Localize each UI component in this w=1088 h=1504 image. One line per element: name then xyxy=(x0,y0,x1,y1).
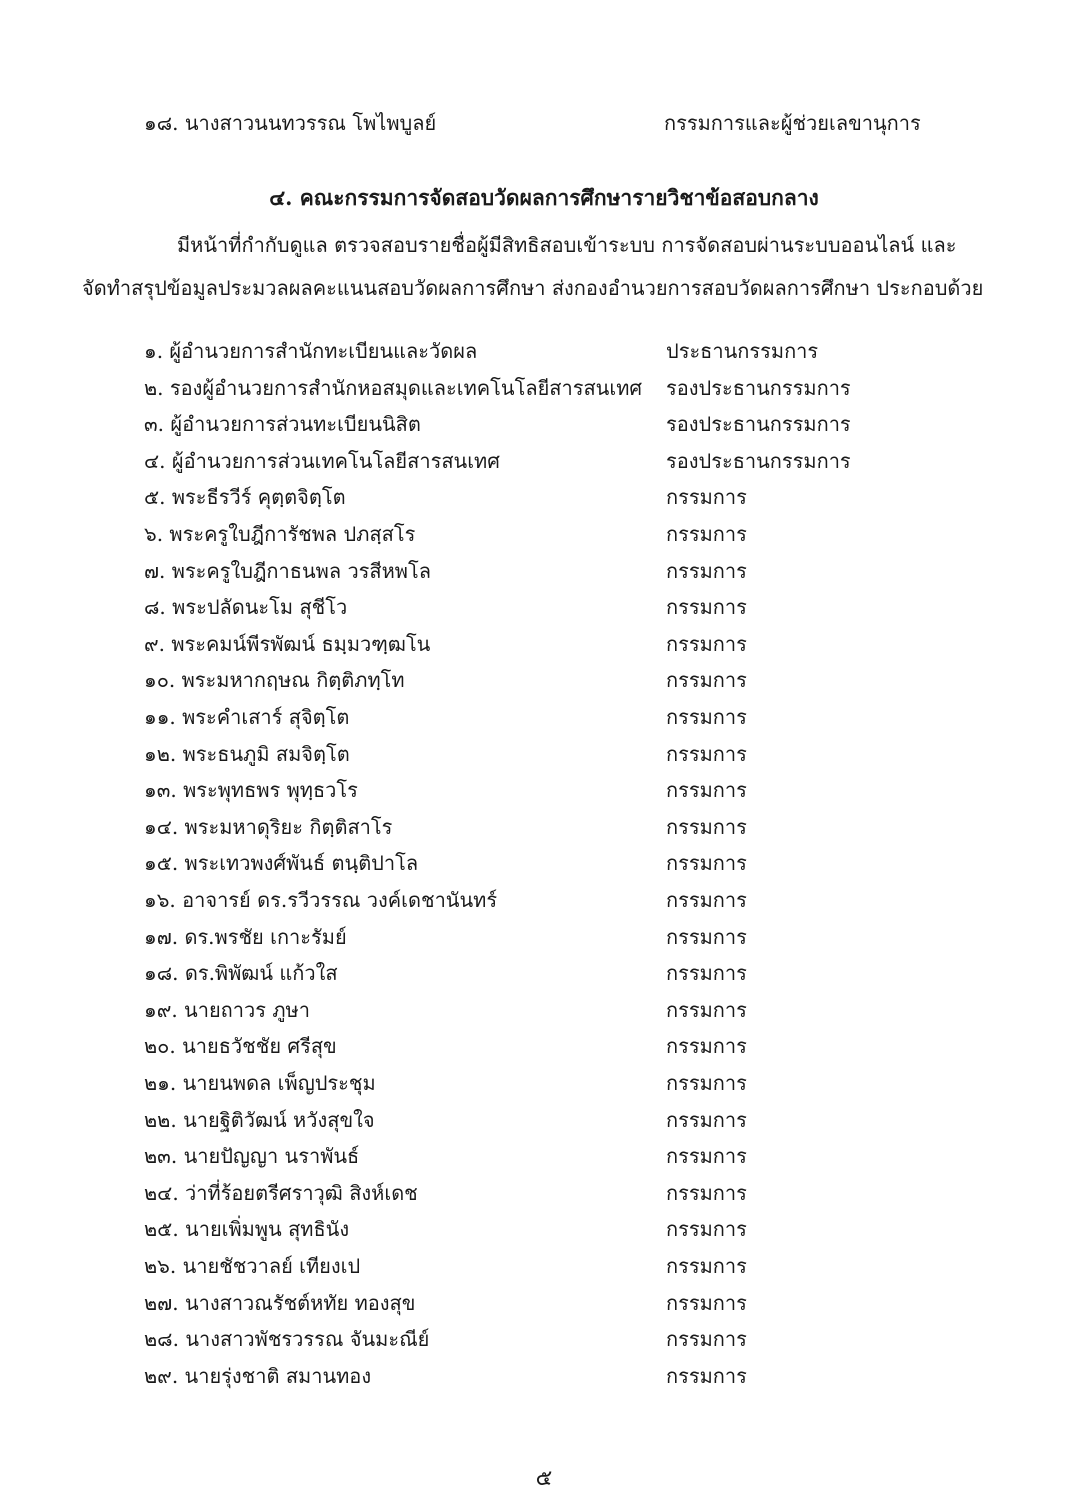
section-heading: ๔. คณะกรรมการจัดสอบวัดผลการศึกษารายวิชาข้อสอบกลาง xyxy=(269,185,819,210)
paragraph-line-2: จัดทำสรุปข้อมูลประมวลผลคะแนนสอบวัดผลการศึกษา ส่งกองอำนวยการสอบวัดผลการศึกษา ประกอบด้วย xyxy=(82,276,984,300)
member-row xyxy=(0,1031,1088,1061)
member-name: ๘. พระปลัดนะโม สุชีโว xyxy=(144,595,348,620)
member-role: กรรมการและผู้ช่วยเลขานุการ xyxy=(664,111,921,135)
member-role: กรรมการ xyxy=(666,888,747,912)
member-role: กรรมการ xyxy=(666,595,747,620)
member-role: กรรมการ xyxy=(666,668,747,693)
member-role: รองประธานกรรมการ xyxy=(666,448,851,473)
paragraph-line-1: มีหน้าที่กำกับดูแล ตรวจสอบรายชื่อผู้มีสิทธิสอบเข้าระบบ การจัดสอบผ่านระบบออนไลน์ และ xyxy=(177,233,957,257)
member-role: กรรมการ xyxy=(666,924,747,949)
member-name: ๑๓. พระพุทธพร พุทฺธวโร xyxy=(144,778,358,803)
member-name: ๒๓. นายปัญญา นราพันธ์ xyxy=(144,1144,360,1169)
member-name: ๒๙. นายรุ่งชาติ สมานทอง xyxy=(144,1363,372,1388)
member-name: ๒๔. ว่าที่ร้อยตรีศราวุฒิ สิงห์เดช xyxy=(144,1180,418,1205)
member-role: กรรมการ xyxy=(666,961,747,986)
member-row xyxy=(0,812,1088,842)
member-row xyxy=(0,995,1088,1025)
member-role: กรรมการ xyxy=(666,1290,747,1315)
member-name: ๒๑. นายนพดล เพ็ญประชุม xyxy=(144,1071,376,1095)
page-number: ๕ xyxy=(535,1466,553,1491)
member-row xyxy=(0,1324,1088,1354)
member-name: ๒๗. นางสาวณรัชต์หทัย ทองสุข xyxy=(144,1290,416,1315)
member-name: ๒๖. นายชัชวาลย์ เทียงเป xyxy=(144,1254,361,1278)
member-role: กรรมการ xyxy=(666,1217,747,1242)
member-row xyxy=(0,958,1088,988)
member-row xyxy=(0,1251,1088,1281)
member-role: กรรมการ xyxy=(666,741,747,766)
member-row xyxy=(0,519,1088,549)
member-role: กรรมการ xyxy=(666,1180,747,1205)
member-name: ๗. พระครูใบฎีกาธนพล วรสีหพโล xyxy=(144,558,431,583)
member-name: ๑๑. พระคำเสาร์ สุจิตฺโต xyxy=(144,705,350,729)
member-role: กรรมการ xyxy=(666,1107,747,1132)
member-name: ๒. รองผู้อำนวยการสำนักหอสมุดและเทคโนโลยีสารสนเทศ xyxy=(144,375,643,400)
member-name: ๑๔. พระมหาดุริยะ กิตฺติสาโร xyxy=(144,814,393,839)
member-row xyxy=(0,665,1088,695)
member-row xyxy=(0,1178,1088,1208)
member-role: กรรมการ xyxy=(666,1254,747,1278)
member-role: กรรมการ xyxy=(666,1363,747,1388)
member-role: กรรมการ xyxy=(666,1327,747,1352)
member-row xyxy=(0,1141,1088,1171)
member-role: กรรมการ xyxy=(666,1071,747,1095)
member-role: กรรมการ xyxy=(666,851,747,876)
member-name: ๔. ผู้อำนวยการส่วนเทคโนโลยีสารสนเทศ xyxy=(144,448,500,473)
top-member-row xyxy=(0,108,1088,138)
member-name: ๑๙. นายถาวร ภูษา xyxy=(144,997,310,1022)
member-name: ๕. พระธีรวีร์ คุตฺตจิตฺโต xyxy=(144,485,346,510)
member-row xyxy=(0,702,1088,732)
member-row xyxy=(0,1214,1088,1244)
member-role: กรรมการ xyxy=(666,522,747,546)
member-name: ๑๕. พระเทวพงศ์พันธ์ ตนฺติปาโล xyxy=(144,851,419,876)
member-role: กรรมการ xyxy=(666,705,747,729)
member-name: ๑๘. ดร.พิพัฒน์ แก้วใส xyxy=(144,961,338,986)
member-row xyxy=(0,739,1088,769)
member-role: กรรมการ xyxy=(666,631,747,656)
member-role: ประธานกรรมการ xyxy=(666,339,819,363)
member-row xyxy=(0,409,1088,439)
member-name: ๒๕. นายเพิ่มพูน สุทธินัง xyxy=(144,1217,350,1242)
member-role: รองประธานกรรมการ xyxy=(666,375,851,400)
member-row xyxy=(0,1068,1088,1098)
member-name: ๒๒. นายฐิติวัฒน์ หวังสุขใจ xyxy=(144,1107,375,1132)
member-name: ๑๗. ดร.พรชัย เกาะรัมย์ xyxy=(144,924,347,949)
member-role: กรรมการ xyxy=(666,814,747,839)
member-name: ๑. ผู้อำนวยการสำนักทะเบียนและวัดผล xyxy=(144,339,478,363)
member-row xyxy=(0,922,1088,952)
member-row xyxy=(0,482,1088,512)
member-name: ๒๘. นางสาวพัชรวรรณ จันมะณีย์ xyxy=(144,1327,430,1352)
member-role: กรรมการ xyxy=(666,778,747,803)
member-name: ๙. พระคมน์พีรพัฒน์ ธมฺมวฑฺฒโน xyxy=(144,631,431,656)
member-row xyxy=(0,885,1088,915)
member-role: กรรมการ xyxy=(666,1034,747,1059)
member-row xyxy=(0,592,1088,622)
member-name: ๓. ผู้อำนวยการส่วนทะเบียนนิสิต xyxy=(144,412,421,437)
member-row xyxy=(0,629,1088,659)
member-name: ๑๘. นางสาวนนทวรรณ โพไพบูลย์ xyxy=(144,111,437,135)
member-name: ๖. พระครูใบฎีการัชพล ปภสฺสโร xyxy=(144,522,416,546)
member-role: กรรมการ xyxy=(666,1144,747,1169)
member-name: ๑๒. พระธนภูมิ สมจิตฺโต xyxy=(144,741,350,766)
member-role: กรรมการ xyxy=(666,485,747,510)
member-row xyxy=(0,1361,1088,1391)
member-role: รองประธานกรรมการ xyxy=(666,412,851,437)
member-name: ๑๖. อาจารย์ ดร.รวีวรรณ วงค์เดชานันทร์ xyxy=(144,888,498,912)
member-row xyxy=(0,336,1088,366)
member-row xyxy=(0,446,1088,476)
member-row xyxy=(0,373,1088,403)
member-name: ๒๐. นายธวัชชัย ศรีสุข xyxy=(144,1034,337,1059)
member-name: ๑๐. พระมหากฤษณ กิตฺติภทฺโท xyxy=(144,668,405,693)
member-role: กรรมการ xyxy=(666,558,747,583)
member-row xyxy=(0,775,1088,805)
member-row xyxy=(0,848,1088,878)
member-row xyxy=(0,1105,1088,1135)
member-role: กรรมการ xyxy=(666,997,747,1022)
member-row xyxy=(0,556,1088,586)
member-row xyxy=(0,1288,1088,1318)
